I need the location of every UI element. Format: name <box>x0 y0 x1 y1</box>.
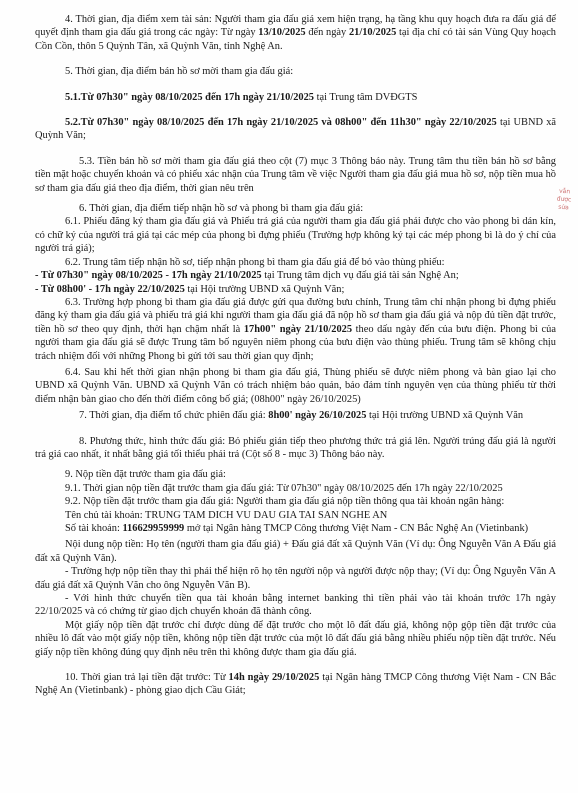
section-10: 10. Thời gian trả lại tiền đặt trước: Từ 14h ngày 29/10/2025 tại Ngân hàng TMCP Công thương Việt Nam - CN Bắc Nghệ An (Vietinbank) - phòng giao dịch Cầu Giát; <box>35 672 557 697</box>
section-7: 7. Thời gian, địa điểm tổ chức phiên đấu giá: 8h00' ngày 26/10/2025 tại Hội trường UBND xã Quỳnh Văn <box>79 410 524 422</box>
section-6-4: 6.4. Sau khi hết thời gian nhận phong bì tham gia đấu giá, Thùng phiếu sẽ được niêm phong và bàn giao lại cho UBND xã Quỳnh Văn. UBND xã Quỳnh Văn có trách nhiệm bảo quản, bảo đảm tính nguyên vẹn của thùng phiếu từ thời điểm nhận bàn giao cho đến thời điểm công bố giá; (08h00" ngày 26/10/2025) <box>35 366 556 405</box>
section-5-title: 5. Thời gian, địa điểm bán hồ sơ mời tham gia đấu giá: <box>65 66 294 78</box>
view-date-start: 13/10/2025 <box>258 27 306 39</box>
section-4: 4. Thời gian, địa điểm xem tài sản: Người tham gia đấu giá xem hiện trạng, hạ tầng khu quy hoạch đưa ra đấu giá để quyết định tham gia đấu giá trong các ngày: Từ ngày 13/10/2025 đến ngày 21/10/2025 tại địa chỉ có tài sản Vùng Quy hoạch Cồn Cồn, thôn 5 Quỳnh Tân, xã Quỳnh Văn, tỉnh Nghệ An. <box>35 14 557 52</box>
document-body <box>35 13 556 698</box>
proxy-payment-rule: - Trường hợp nộp tiền thay thì phải thể hiện rõ họ tên người nộp và người được nộp thay; (Ví dụ: Ông Nguyễn Văn A đấu giá đất xã Quỳnh Văn cho ông Nguyễn Văn B). <box>35 566 556 591</box>
section-9-title: 9. Nộp tiền đặt trước tham gia đấu giá: <box>65 469 226 481</box>
handwritten-margin-note: vẫn được sửa <box>556 187 572 212</box>
section-6-1: 6.1. Phiếu đăng ký tham gia đấu giá và Phiếu trả giá của người tham gia đấu giá phải được cho vào phong bì dán kín, có chữ ký của người trả giá tại các mép của phong bì đựng phiếu (Trường hợp không ký tại các mép phong bì là do ý chí của người trả giá); <box>35 216 556 255</box>
view-date-end: 21/10/2025 <box>348 27 397 39</box>
section-6-2-b: - Từ 08h00' - 17h ngày 22/10/2025 tại Hội trường UBND xã Quỳnh Văn; <box>35 283 345 295</box>
section-5-2: 5.2.Từ 07h30" ngày 08/10/2025 đến 17h ngày 21/10/2025 và 08h00" đến 11h30" ngày 22/10/2025 tại UBND xã Quỳnh Văn; <box>35 117 556 142</box>
section-9-2: 9.2. Nộp tiền đặt trước tham gia đấu giá: Người tham gia đấu giá nộp tiền thông qua tài khoản ngân hàng: <box>65 496 505 508</box>
account-number: 116629959999 <box>122 523 185 534</box>
account-number-line: Số tài khoản: 116629959999 mở tại Ngân hàng TMCP Công thương Việt Nam - CN Bắc Nghệ An (Vietinbank) <box>65 523 529 534</box>
account-holder: Tên chủ tài khoản: TRUNG TAM DICH VU DAU GIA TAI SAN NGHE AN <box>65 509 388 521</box>
section-6-3: 6.3. Trường hợp phong bì tham gia đấu giá được gửi qua đường bưu chính, Trung tâm chỉ nhận phong bì đựng phiếu đăng ký tham gia đấu giá và phiếu trả giá khi người tham gia đấu giá đã nộp hồ sơ tham gia đấu giá và nộp đủ tiền đặt trước, tiền hồ sơ theo quy định, thời hạn chậm nhất là 17h00" ngày 21/10/2025 theo dấu ngày đến của bưu điện. Phong bì của người tham gia đấu giá sẽ được Trung tâm bố nguyên niêm phong của bưu điện vào thùng phiếu. Trung tâm sẽ không chịu trách nhiệm đối với những Phong bì gửi tới sau thời gian quy định; <box>35 296 556 362</box>
section-5-1: 5.1.Từ 07h30" ngày 08/10/2025 đến 17h ngày 21/10/2025 tại Trung tâm DVĐGTS <box>65 91 418 103</box>
deposit-note: Một giấy nộp tiền đặt trước chỉ được dùng để đặt trước cho một lô đất đấu giá, không nộp gộp tiền đặt trước của nhiều lô đất vào một giấy nộp tiền, không nộp tiền đặt trước của một lô đất đấu giá bằng nhiều phiếu nộp tiền đặt trước. Nếu giấy nộp tiền không đúng quy định nêu trên thì không được tham gia đấu giá. <box>35 619 556 658</box>
section-6-2: 6.2. Trung tâm tiếp nhận hồ sơ, tiếp nhận phong bì tham gia đấu giá để bỏ vào thùng phiếu: <box>65 256 445 268</box>
payment-content: Nội dung nộp tiền: Họ tên (người tham gia đấu giá) + Đấu giá đất xã Quỳnh Văn (Ví dụ: Ông Nguyễn Văn A Đấu giá đất xã Quỳnh Văn). <box>35 539 556 564</box>
section-8: 8. Phương thức, hình thức đấu giá: Bỏ phiếu gián tiếp theo phương thức trả giá lên. Người trúng đấu giá là người trả giá cao nhất, ít nhất bằng giá tối thiểu phải trả (Cột số 8 - mục 3) Thông báo này. <box>35 435 556 460</box>
internet-banking-rule: - Với hình thức chuyển tiền qua tài khoản bằng internet banking thì tiền phải vào tài khoản trước 17h ngày 22/10/2025 và có chứng từ giao dịch chuyển khoản đã thành công. <box>35 593 556 618</box>
section-6-title: 6. Thời gian, địa điểm tiếp nhận hồ sơ và phong bì tham gia đấu giá: <box>79 203 364 215</box>
section-5-3: 5.3. Tiền bán hồ sơ mời tham gia đấu giá theo cột (7) mục 3 Thông báo này. Trung tâm thu tiền bán hồ sơ bằng tiền mặt hoặc chuyển khoản và có phiếu xác nhận của Trung tâm về việc Người tham gia đấu giá mua hồ sơ, nộp tiền mua hồ sơ tham gia đấu giá theo địa điểm, thời gian nêu trên <box>35 155 556 194</box>
section-9-1: 9.1. Thời gian nộp tiền đặt trước tham gia đấu giá: Từ 07h30" ngày 08/10/2025 đến 17h ngày 22/10/2025 <box>65 482 503 494</box>
section-6-2-a: - Từ 07h30" ngày 08/10/2025 - 17h ngày 21/10/2025 tại Trung tâm dịch vụ đấu giá tài sản Nghệ An; <box>35 270 459 282</box>
